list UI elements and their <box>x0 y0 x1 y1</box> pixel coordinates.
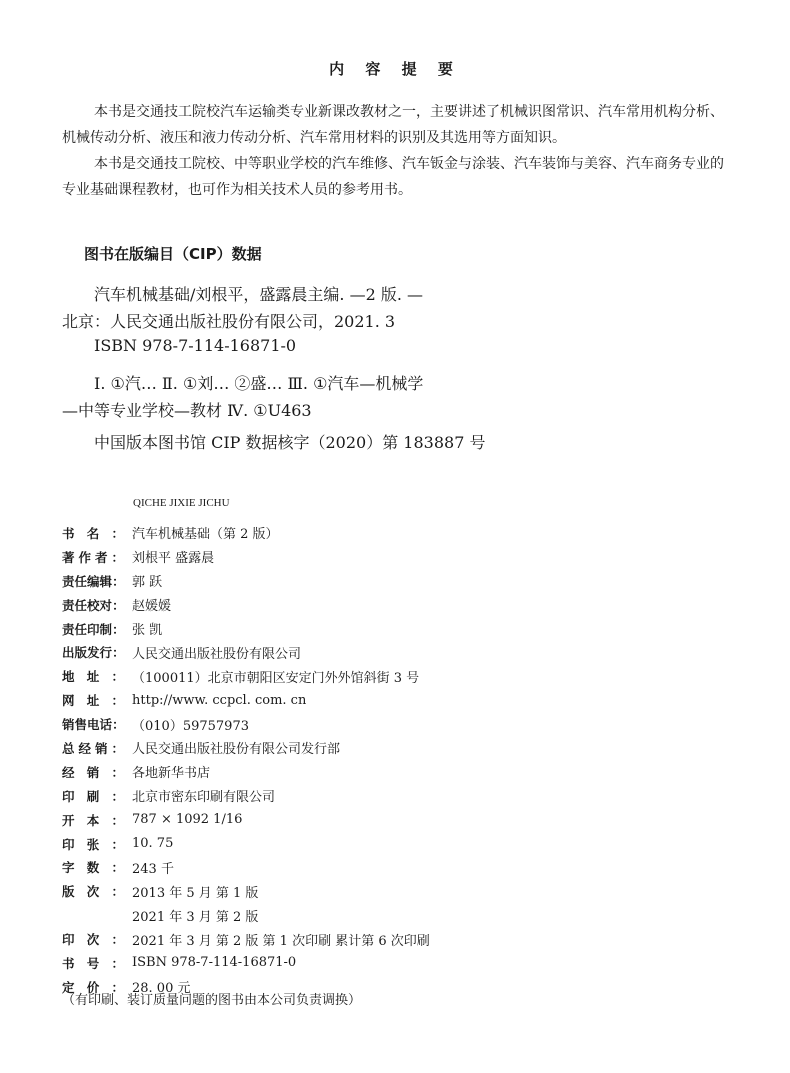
cip-line: 汽车机械基础/刘根平，盛露晨主编. —2 版. — <box>94 285 424 304</box>
info-row <box>62 808 430 832</box>
info-label-char: 网 <box>62 693 75 709</box>
pinyin-title: QICHE JIXIE JICHU <box>133 497 230 509</box>
info-value: 赵媛媛 <box>132 599 172 615</box>
info-value: 人民交通出版社股份有限公司 <box>132 646 302 662</box>
cip-line: ISBN 978-7-114-16871-0 <box>94 336 297 355</box>
info-label <box>62 858 124 876</box>
info-label-colon: ： <box>111 979 124 995</box>
info-label-char: 址 <box>86 693 100 709</box>
info-row <box>62 593 430 617</box>
info-row <box>62 688 430 712</box>
info-label-char: 任 <box>74 573 88 589</box>
info-label <box>62 835 124 853</box>
info-label-char: 本 <box>86 812 100 828</box>
info-label-char: 定 <box>62 979 75 995</box>
info-label-char: 名 <box>86 525 100 541</box>
info-label-char: 号 <box>86 955 100 971</box>
cip-line: Ⅰ. ①汽… Ⅱ. ①刘… ②盛… Ⅲ. ①汽车—机械学 <box>94 374 424 393</box>
info-label-char: 次 <box>86 932 100 948</box>
info-row <box>62 951 430 975</box>
info-label <box>62 930 124 948</box>
info-label-char: 次 <box>86 884 100 900</box>
info-label-char: 任 <box>74 621 88 637</box>
info-label-colon: ： <box>111 788 124 804</box>
info-row <box>62 832 430 856</box>
info-label-colon: ： <box>112 645 125 661</box>
cip-line: 北京：人民交通出版社股份有限公司，2021. 3 <box>62 312 396 331</box>
info-label <box>62 954 124 972</box>
info-value: http://www. ccpcl. com. cn <box>132 692 307 708</box>
info-row <box>62 521 430 545</box>
info-label <box>62 524 124 542</box>
cip-heading: 图书在版编目（CIP）数据 <box>84 245 262 263</box>
cip-line: 中国版本图书馆 CIP 数据核字（2020）第 183887 号 <box>94 433 486 452</box>
info-row <box>62 927 430 951</box>
info-label-char: 责 <box>62 621 75 637</box>
info-value: ISBN 978-7-114-16871-0 <box>132 955 297 971</box>
info-label-char: 址 <box>86 669 100 685</box>
info-row <box>62 879 430 903</box>
info-label-char: 编 <box>87 573 100 589</box>
info-label-colon: ： <box>111 955 124 971</box>
info-label-char: 张 <box>86 836 100 852</box>
info-row <box>62 784 430 808</box>
info-value: 2021 年 3 月 第 2 版 第 1 次印刷 累计第 6 次印刷 <box>132 933 430 949</box>
info-label-colon: ： <box>112 573 125 589</box>
info-label <box>62 763 124 781</box>
info-label-char: 销 <box>94 740 108 756</box>
info-label-char: 出 <box>62 645 75 661</box>
info-label-colon: ： <box>111 740 124 756</box>
publication-info <box>62 521 430 999</box>
info-label <box>62 882 124 900</box>
info-label <box>62 620 124 638</box>
info-label-char: 刷 <box>86 788 100 804</box>
info-value: 各地新华书店 <box>132 766 211 782</box>
info-value: 张 凯 <box>132 623 163 638</box>
info-value: 787 × 1092 1/16 <box>132 812 243 828</box>
info-value: 2013 年 5 月 第 1 版 <box>132 885 259 901</box>
summary-line: 本书是交通技工院校、中等职业学校的汽车维修、汽车钣金与涂装、汽车装饰与美容、汽车商务专业的 <box>94 156 724 172</box>
info-label-colon: ： <box>111 525 124 541</box>
info-label <box>62 691 124 709</box>
info-row <box>62 855 430 879</box>
info-label-char: 印 <box>62 788 75 804</box>
info-label-char: 者 <box>94 549 108 565</box>
info-label-char: 责 <box>62 597 75 613</box>
page-title: 内 容 提 要 <box>329 60 461 78</box>
footer-note: （有印刷、装订质量问题的图书由本公司负责调换） <box>62 993 362 1008</box>
info-label-char: 印 <box>87 621 100 637</box>
info-label <box>62 643 124 661</box>
info-row <box>62 545 430 569</box>
info-label-char: 制 <box>99 621 113 637</box>
info-label-colon: ： <box>111 669 124 685</box>
info-label-colon: ： <box>111 693 124 709</box>
info-label-char: 著 <box>62 549 75 565</box>
info-label-colon: ： <box>111 860 124 876</box>
info-row <box>62 712 430 736</box>
info-label-char: 经 <box>62 764 75 780</box>
info-label-char: 版 <box>74 645 88 661</box>
info-label-colon: ： <box>111 812 124 828</box>
info-value: 汽车机械基础（第 2 版） <box>132 527 279 543</box>
info-label <box>62 572 124 590</box>
info-label-char: 售 <box>74 717 88 733</box>
cip-line: —中等专业学校—教材 Ⅳ. ①U463 <box>62 401 312 420</box>
info-row <box>62 664 430 688</box>
info-value: 人民交通出版社股份有限公司发行部 <box>132 742 341 758</box>
info-row <box>62 903 430 927</box>
info-label-colon: ： <box>111 549 124 565</box>
info-label <box>62 811 124 829</box>
info-label-char: 版 <box>62 884 75 900</box>
info-label-char: 责 <box>62 573 75 589</box>
info-label-char: 地 <box>62 669 75 685</box>
info-label-char: 电 <box>87 717 100 733</box>
info-label-char: 经 <box>78 740 91 756</box>
info-label-char: 开 <box>62 812 75 828</box>
info-label-char: 发 <box>87 645 100 661</box>
info-label <box>62 739 124 757</box>
info-row <box>62 617 430 641</box>
info-label-colon: ： <box>111 884 124 900</box>
info-label-char: 话 <box>99 717 113 733</box>
info-value: 2021 年 3 月 第 2 版 <box>132 909 259 925</box>
info-label-char: 销 <box>62 717 75 733</box>
info-label-char: 印 <box>62 836 75 852</box>
info-label-colon: ： <box>111 764 124 780</box>
info-label-colon: ： <box>112 597 125 613</box>
info-label-colon: ： <box>112 621 125 637</box>
info-label-colon: ： <box>111 932 124 948</box>
info-label-colon: ： <box>111 836 124 852</box>
info-value: 10. 75 <box>132 836 174 852</box>
info-value: （010）59757973 <box>132 718 249 734</box>
info-row <box>62 569 430 593</box>
info-label-char: 价 <box>86 979 100 995</box>
info-label-char: 字 <box>62 860 75 876</box>
info-label-char: 作 <box>78 549 91 565</box>
info-label-char: 任 <box>74 597 88 613</box>
info-row <box>62 760 430 784</box>
summary-line: 本书是交通技工院校汽车运输类专业新课改教材之一，主要讲述了机械识图常识、汽车常用机构分析、 <box>94 104 724 120</box>
info-row <box>62 736 430 760</box>
info-label-char: 辑 <box>99 573 113 589</box>
info-label <box>62 667 124 685</box>
info-label <box>62 787 124 805</box>
info-label-char: 对 <box>99 597 113 613</box>
summary-line: 机械传动分析、液压和液力传动分析、汽车常用材料的识别及其选用等方面知识。 <box>62 130 566 146</box>
info-label <box>62 715 124 733</box>
info-value: 刘根平 盛露晨 <box>132 551 215 567</box>
info-label-char: 数 <box>86 860 100 876</box>
summary-line: 专业基础课程教材，也可作为相关技术人员的参考用书。 <box>62 182 412 198</box>
info-label-char: 印 <box>62 932 75 948</box>
info-label <box>62 596 124 614</box>
info-label-char: 行 <box>99 645 113 661</box>
info-value: 北京市密东印刷有限公司 <box>132 790 276 806</box>
info-label-char: 总 <box>62 740 75 756</box>
info-label-colon: ： <box>112 717 125 733</box>
info-value: 28. 00 元 <box>132 981 191 997</box>
info-label <box>62 548 124 566</box>
info-label-char: 书 <box>62 955 75 971</box>
info-label-char: 书 <box>62 525 75 541</box>
info-row <box>62 640 430 664</box>
info-value: 243 千 <box>132 861 174 877</box>
info-value: 郭 跃 <box>132 575 163 591</box>
info-value: （100011）北京市朝阳区安定门外外馆斜街 3 号 <box>132 670 420 686</box>
info-label-char: 销 <box>86 764 100 780</box>
info-label-char: 校 <box>87 597 100 613</box>
